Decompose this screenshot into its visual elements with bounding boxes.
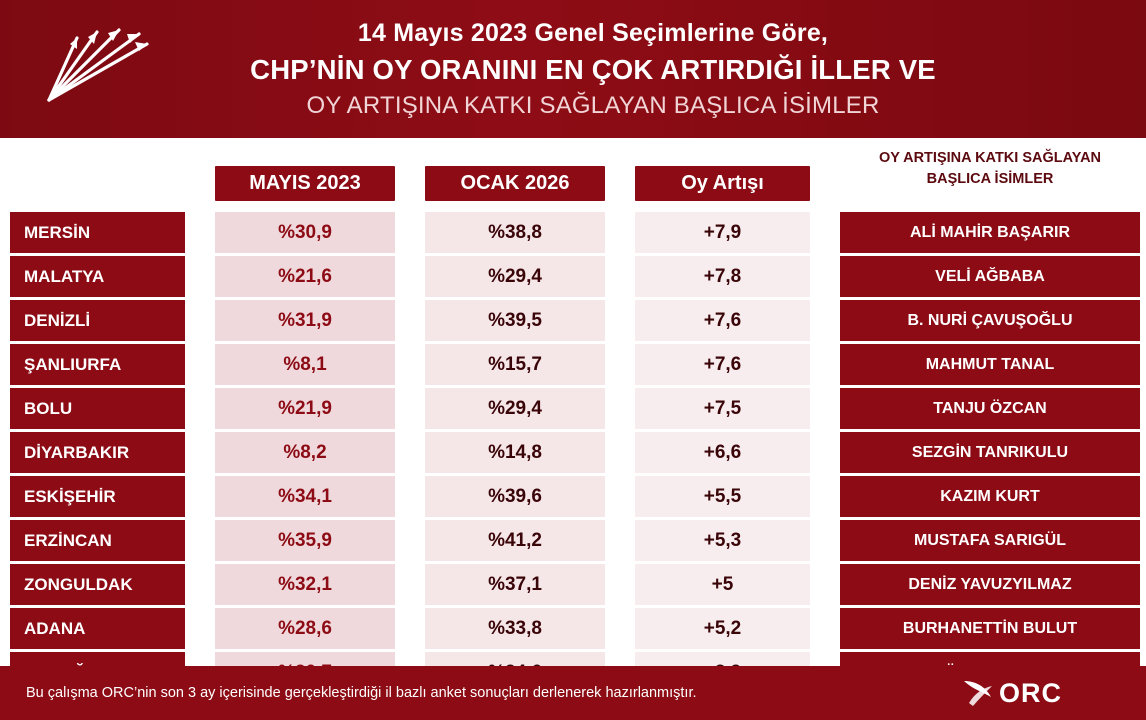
cell-may2023: %31,9 (215, 300, 395, 341)
cell-increase: +7,5 (635, 388, 810, 429)
cell-name: VELİ AĞBABA (840, 256, 1140, 297)
cell-jan2026: %37,1 (425, 564, 605, 605)
cell-city: DİYARBAKIR (10, 432, 185, 473)
cell-city: ZONGULDAK (10, 564, 185, 605)
cell-increase: +7,8 (635, 256, 810, 297)
cell-city: MERSİN (10, 212, 185, 253)
cell-jan2026: %39,6 (425, 476, 605, 517)
table-body (0, 212, 1146, 696)
cell-jan2026: %14,8 (425, 432, 605, 473)
cell-city: ERZİNCAN (10, 520, 185, 561)
cell-may2023: %8,1 (215, 344, 395, 385)
table-row (0, 300, 1146, 341)
header-line-1: 14 Mayıs 2023 Genel Seçimlerine Göre, (357, 18, 829, 47)
cell-jan2026: %38,8 (425, 212, 605, 253)
cell-may2023: %28,6 (215, 608, 395, 649)
table-row (0, 212, 1146, 253)
cell-increase: +5,3 (635, 520, 810, 561)
cell-increase: +7,9 (635, 212, 810, 253)
cell-may2023: %32,1 (215, 564, 395, 605)
column-header-names-line2: BAŞLICA İSİMLER (926, 171, 1054, 188)
table-header-row (0, 138, 1146, 212)
orc-leaf-logo (961, 666, 1146, 720)
cell-city: ADANA (10, 608, 185, 649)
table-row (0, 476, 1146, 517)
cell-increase: +5,2 (635, 608, 810, 649)
cell-increase: +5 (635, 564, 810, 605)
cell-name: B. NURİ ÇAVUŞOĞLU (840, 300, 1140, 341)
cell-jan2026: %41,2 (425, 520, 605, 561)
table-row (0, 608, 1146, 649)
header-text-block (190, 17, 1146, 122)
table-row (0, 432, 1146, 473)
orc-brand-text: ORC (999, 677, 1062, 708)
results-table (0, 138, 1146, 658)
table-row (0, 344, 1146, 385)
cell-city: BOLU (10, 388, 185, 429)
cell-name: TANJU ÖZCAN (840, 388, 1140, 429)
table-row (0, 388, 1146, 429)
cell-increase: +7,6 (635, 344, 810, 385)
cell-name: SEZGİN TANRIKULU (840, 432, 1140, 473)
column-header-may2023: MAYIS 2023 (215, 166, 395, 201)
cell-city: MALATYA (10, 256, 185, 297)
header-line-3: OY ARTIŞINA KATKI SAĞLAYAN BAŞLICA İSİMLER (306, 91, 880, 119)
column-header-jan2026: OCAK 2026 (425, 166, 605, 201)
table-row (0, 256, 1146, 297)
cell-name: ALİ MAHİR BAŞARIR (840, 212, 1140, 253)
cell-name: KAZIM KURT (840, 476, 1140, 517)
cell-jan2026: %39,5 (425, 300, 605, 341)
table-row (0, 564, 1146, 605)
column-header-names-line1: OY ARTIŞINA KATKI SAĞLAYAN (878, 150, 1102, 166)
cell-name: DENİZ YAVUZYILMAZ (840, 564, 1140, 605)
cell-may2023: %30,9 (215, 212, 395, 253)
table-row (0, 520, 1146, 561)
footer-note: Bu çalışma ORC’nin son 3 ay içerisinde gerçekleştirdiği il bazlı anket sonuçları derlenerek hazırlanmıştır. (26, 685, 697, 701)
cell-increase: +5,5 (635, 476, 810, 517)
column-header-increase: Oy Artışı (635, 166, 810, 201)
orc-leaf-icon (961, 676, 995, 710)
cell-may2023: %8,2 (215, 432, 395, 473)
cell-may2023: %21,6 (215, 256, 395, 297)
cell-city: DENİZLİ (10, 300, 185, 341)
chp-arrows-logo (0, 0, 190, 138)
cell-jan2026: %29,4 (425, 256, 605, 297)
cell-name: BURHANETTİN BULUT (840, 608, 1140, 649)
column-header-names (840, 148, 1140, 190)
cell-name: MUSTAFA SARIGÜL (840, 520, 1140, 561)
cell-name: MAHMUT TANAL (840, 344, 1140, 385)
page-header (0, 0, 1146, 138)
page-footer (0, 666, 1146, 720)
cell-city: ŞANLIURFA (10, 344, 185, 385)
header-line-2: CHP’NİN OY ORANINI EN ÇOK ARTIRDIĞI İLLER VE (250, 53, 936, 85)
cell-jan2026: %29,4 (425, 388, 605, 429)
cell-jan2026: %15,7 (425, 344, 605, 385)
cell-city: ESKİŞEHİR (10, 476, 185, 517)
cell-may2023: %34,1 (215, 476, 395, 517)
cell-may2023: %35,9 (215, 520, 395, 561)
cell-may2023: %21,9 (215, 388, 395, 429)
cell-increase: +6,6 (635, 432, 810, 473)
cell-increase: +7,6 (635, 300, 810, 341)
cell-jan2026: %33,8 (425, 608, 605, 649)
